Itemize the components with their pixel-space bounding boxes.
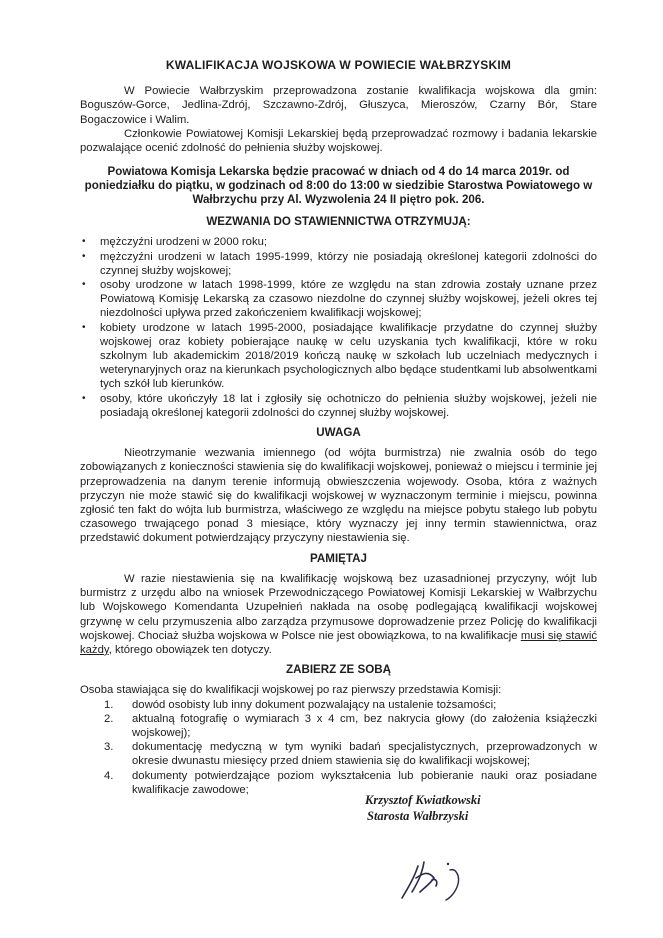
- summons-item: • mężczyźni urodzeni w 2000 roku;: [82, 236, 268, 249]
- summons-list: [80, 235, 597, 420]
- signatory-role: Starosta Wałbrzyski: [367, 809, 469, 823]
- zabierz-heading: ZABIERZ ZE SOBĄ: [286, 663, 391, 677]
- summons-item: • mężczyźni urodzeni w latach 1995-1999, którzy nie posiadają określonej kategorii zdolności do czynnej służby wojskowej;: [82, 250, 597, 277]
- document-title: KWALIFIKACJA WOJSKOWA W POWIECIE WAŁBRZYSKIM: [165, 58, 512, 72]
- bullet-icon: •: [82, 236, 86, 248]
- summons-item: • kobiety urodzone w latach 1995-2000, posiadające kwalifikacje przydatne do czynnej służby wojskowej oraz kobiety pobierające naukę w celu uzyskania tych kwalifikacji, które w roku szkolnym lub akademickim 2018/2019 kończą naukę w szkołach lub uczelniach medycznych i weterynaryjnych oraz na kierunkach psychologicznych albo będące studentkami lub absolwentkami tych szkół lub kierunków.: [82, 321, 597, 391]
- uwaga-heading: UWAGA: [316, 426, 361, 440]
- documents-item: 1. dowód osobisty lub inny dokument pozwalający na ustalenie tożsamości;: [104, 698, 497, 711]
- intro-paragraph-komisja: Członkowie Powiatowej Komisji Lekarskiej będą przeprowadzać rozmowy i badania lekarskie pozwalające ocenić zdolność do pełnienia służby wojskowej.: [80, 127, 597, 155]
- documents-list: [80, 698, 597, 797]
- summons-item: • osoby urodzone w latach 1998-1999, które ze względu na stan zdrowia zostały uznane przez Powiatową Komisję Lekarską za czasowo niezdolne do czynnej służby wojskowej, jeżeli okres tej niezdolności upływa przed zakończeniem kwalifikacji wojskowej;: [82, 279, 597, 320]
- handwritten-signature: [394, 848, 484, 908]
- bullet-icon: •: [82, 250, 86, 262]
- uwaga-paragraph: Nieotrzymanie wezwania imiennego (od wójta burmistrza) nie zwalnia osób do tego zobowiązanych z konieczności stawienia się do kwalifikacji wojskowej, ponieważ o miejscu i terminie jej przeprowadzenia na danym terenie informują obwieszczenia wojewody. Osoba, która z ważnych przyczyn nie może stawić się do kwalifikacji wojskowej w wyznaczonym terminie i miejscu, powinna zgłosić ten fakt do wójta lub burmistrza, właściwego ze względu na miejsce pobytu stałego lub pobytu czasowego trwającego ponad 3 miesiące, który wyznaczy jej inny termin stawiennictwa, oraz przedstawić dokument potwierdzający przyczyny niestawienia się.: [80, 447, 597, 545]
- bullet-icon: •: [82, 321, 86, 333]
- underlined-emphasis: musi się stawić każdy: [80, 629, 597, 656]
- bullet-icon: •: [82, 279, 86, 291]
- pamietaj-heading: PAMIĘTAJ: [310, 551, 367, 565]
- summons-item: • osoby, które ukończyły 18 lat i zgłosiły się ochotniczo do pełnienia służby wojskowej, jeżeli nie posiadają określonej kategorii zdolności do czynnej służby wojskowej.: [82, 392, 597, 419]
- schedule-notice: Powiatowa Komisja Lekarska będzie pracować w dniach od 4 do 14 marca 2019r. od poniedziałku do piątku, w godzinach od 8:00 do 13:00 w siedzibie Starostwa Powiatowego w Wałbrzychu przy Al. Wyzwolenia 24 II piętro pok. 206.: [84, 165, 593, 207]
- bullet-icon: •: [82, 392, 86, 404]
- signature-block: [365, 792, 481, 824]
- zabierz-intro: Osoba stawiająca się do kwalifikacji wojskowej po raz pierwszy przedstawia Komisji:: [80, 684, 502, 697]
- signatory-name: Krzysztof Kwiatkowski: [365, 793, 481, 807]
- documents-item: 3. dokumentację medyczną w tym wyniki badań specjalistycznych, przeprowadzonych w okresie dwunastu miesięcy przed dniem stawienia się do kwalifikacji wojskowej;: [104, 741, 597, 768]
- documents-item: 4. dokumenty potwierdzające poziom wykształcenia lub pobieranie nauki oraz posiadane kwalifikacje zawodowe;: [104, 769, 597, 796]
- documents-item: 2. aktualną fotografię o wymiarach 3 x 4 cm, bez nakrycia głowy (do założenia książeczki wojskowej);: [104, 712, 597, 739]
- intro-paragraph-gminy: W Powiecie Wałbrzyskim przeprowadzona zostanie kwalifikacja wojskowa dla gmin: Boguszów-Gorce, Jedlina-Zdrój, Szczawno-Zdrój, Głuszyca, Mieroszów, Czarny Bór, Stare Bogaczowice i Walim.: [80, 85, 597, 126]
- summons-heading: WEZWANIA DO STAWIENNICTWA OTRZYMUJĄ:: [206, 215, 471, 229]
- pamietaj-paragraph: W razie niestawienia się na kwalifikację wojskową bez uzasadnionej przyczyny, wójt lub burmistrz z urzędu albo na wniosek Przewodniczącego Powiatowej Komisji Lekarskiej w Wałbrzychu lub Wojskowego Komendanta Uzupełnień nakłada na osobę podlegającą kwalifikacji wojskowej grzywnę w celu przymuszenia albo zarządza przymusowe doprowadzenie przez Policję do kwalifikacji wojskowej. Chociaż służba wojskowa w Polsce nie jest obowiązkowa, to na kwalifikacje musi się stawić każdy, którego obowiązek ten dotyczy.: [80, 572, 597, 656]
